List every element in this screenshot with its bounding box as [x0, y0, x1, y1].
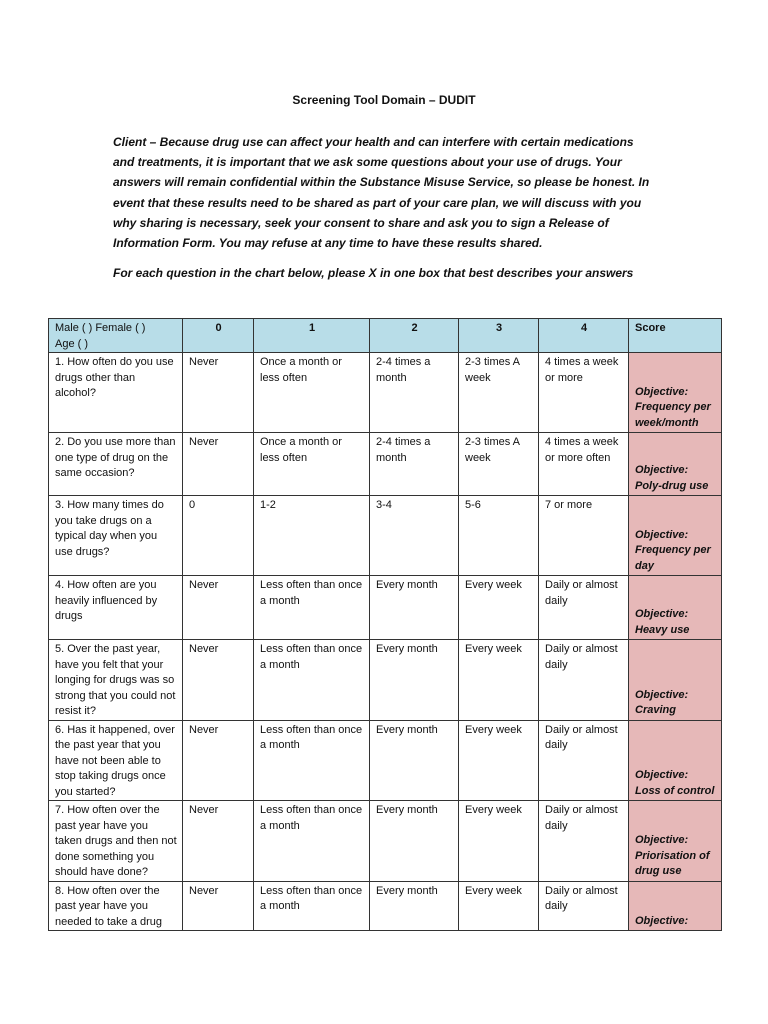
answer-cell-3[interactable]: Every week [459, 801, 539, 882]
answer-cell-4[interactable]: 4 times a week or more often [539, 433, 629, 496]
score-objective-cell: Objective: [629, 881, 722, 931]
answer-cell-3[interactable]: 2-3 times A week [459, 353, 539, 433]
instruction-text: For each question in the chart below, please X in one box that best describes your answers [113, 266, 634, 280]
table-row [49, 496, 722, 576]
answer-cell-1[interactable]: Less often than once a month [254, 640, 370, 721]
question-cell: 1. How often do you use drugs other than alcohol? [49, 353, 183, 433]
document-title: Screening Tool Domain – DUDIT [292, 93, 476, 107]
answer-cell-0[interactable]: Never [183, 640, 254, 721]
question-cell: 2. Do you use more than one type of drug on the same occasion? [49, 433, 183, 496]
answer-cell-4[interactable]: Daily or almost daily [539, 640, 629, 721]
question-cell: 8. How often over the past year have you needed to take a drug [49, 881, 183, 931]
answer-cell-4[interactable]: Daily or almost daily [539, 881, 629, 931]
answer-cell-4[interactable]: Daily or almost daily [539, 576, 629, 640]
demographics-header [49, 319, 183, 353]
answer-cell-4[interactable]: 4 times a week or more [539, 353, 629, 433]
answer-cell-3[interactable]: Every week [459, 576, 539, 640]
answer-cell-2[interactable]: Every month [370, 576, 459, 640]
answer-cell-2[interactable]: Every month [370, 640, 459, 721]
col-header-4: 4 [539, 319, 629, 353]
answer-cell-1[interactable]: Once a month or less often [254, 353, 370, 433]
answer-cell-0[interactable]: 0 [183, 496, 254, 576]
score-objective-cell: Objective: Craving [629, 640, 722, 721]
table-row [49, 433, 722, 496]
score-objective-cell: Objective: Loss of control [629, 720, 722, 801]
question-cell: 5. Over the past year, have you felt that your longing for drugs was so strong that you could not resist it? [49, 640, 183, 721]
answer-cell-3[interactable]: 2-3 times A week [459, 433, 539, 496]
answer-cell-3[interactable]: 5-6 [459, 496, 539, 576]
answer-cell-1[interactable]: 1-2 [254, 496, 370, 576]
question-cell: 7. How often over the past year have you taken drugs and then not done something you should have done? [49, 801, 183, 882]
question-cell: 3. How many times do you take drugs on a typical day when you use drugs? [49, 496, 183, 576]
answer-cell-2[interactable]: 2-4 times a month [370, 353, 459, 433]
answer-cell-0[interactable]: Never [183, 433, 254, 496]
answer-cell-0[interactable]: Never [183, 353, 254, 433]
table-row [49, 576, 722, 640]
answer-cell-0[interactable]: Never [183, 576, 254, 640]
col-header-0: 0 [183, 319, 254, 353]
table-row [49, 353, 722, 433]
answer-cell-2[interactable]: Every month [370, 881, 459, 931]
table-header-row [49, 319, 722, 353]
answer-cell-2[interactable]: Every month [370, 720, 459, 801]
client-intro-paragraph: Client – Because drug use can affect your health and can interfere with certain medications and treatments, it is important that we ask some questions about your use of drugs. Your answers will remain confidential within the Substance Misuse Service, so please be honest. In event that these results need to be shared as part of your care plan, we will discuss with you why sharing is necessary, seek your consent to share and ask you to sign a Release of Information Form. You may refuse at any time to have these results shared. [113, 135, 650, 251]
table-row [49, 881, 722, 931]
score-objective-cell: Objective: Priorisation of drug use [629, 801, 722, 882]
age-label: Age ( ) [55, 337, 89, 350]
answer-cell-3[interactable]: Every week [459, 640, 539, 721]
score-header: Score [629, 319, 722, 353]
col-header-1: 1 [254, 319, 370, 353]
table-row [49, 720, 722, 801]
score-objective-cell: Objective: Frequency per week/month [629, 353, 722, 433]
gender-label: Male ( ) Female ( ) [55, 322, 146, 334]
answer-cell-1[interactable]: Once a month or less often [254, 433, 370, 496]
score-objective-cell: Objective: Poly-drug use [629, 433, 722, 496]
answer-cell-3[interactable]: Every week [459, 720, 539, 801]
answer-cell-2[interactable]: 3-4 [370, 496, 459, 576]
answer-cell-1[interactable]: Less often than once a month [254, 801, 370, 882]
score-objective-cell: Objective: Heavy use [629, 576, 722, 640]
score-objective-cell: Objective: Frequency per day [629, 496, 722, 576]
answer-cell-1[interactable]: Less often than once a month [254, 881, 370, 931]
answer-cell-2[interactable]: 2-4 times a month [370, 433, 459, 496]
answer-cell-0[interactable]: Never [183, 881, 254, 931]
answer-cell-0[interactable]: Never [183, 720, 254, 801]
question-cell: 4. How often are you heavily influenced by drugs [49, 576, 183, 640]
question-cell: 6. Has it happened, over the past year that you have not been able to stop taking drugs once you started? [49, 720, 183, 801]
answer-cell-1[interactable]: Less often than once a month [254, 576, 370, 640]
answer-cell-3[interactable]: Every week [459, 881, 539, 931]
table-row [49, 640, 722, 721]
col-header-3: 3 [459, 319, 539, 353]
answer-cell-4[interactable]: Daily or almost daily [539, 801, 629, 882]
table-row [49, 801, 722, 882]
answer-cell-0[interactable]: Never [183, 801, 254, 882]
dudit-table [48, 318, 722, 931]
col-header-2: 2 [370, 319, 459, 353]
answer-cell-4[interactable]: Daily or almost daily [539, 720, 629, 801]
answer-cell-1[interactable]: Less often than once a month [254, 720, 370, 801]
answer-cell-2[interactable]: Every month [370, 801, 459, 882]
answer-cell-4[interactable]: 7 or more [539, 496, 629, 576]
